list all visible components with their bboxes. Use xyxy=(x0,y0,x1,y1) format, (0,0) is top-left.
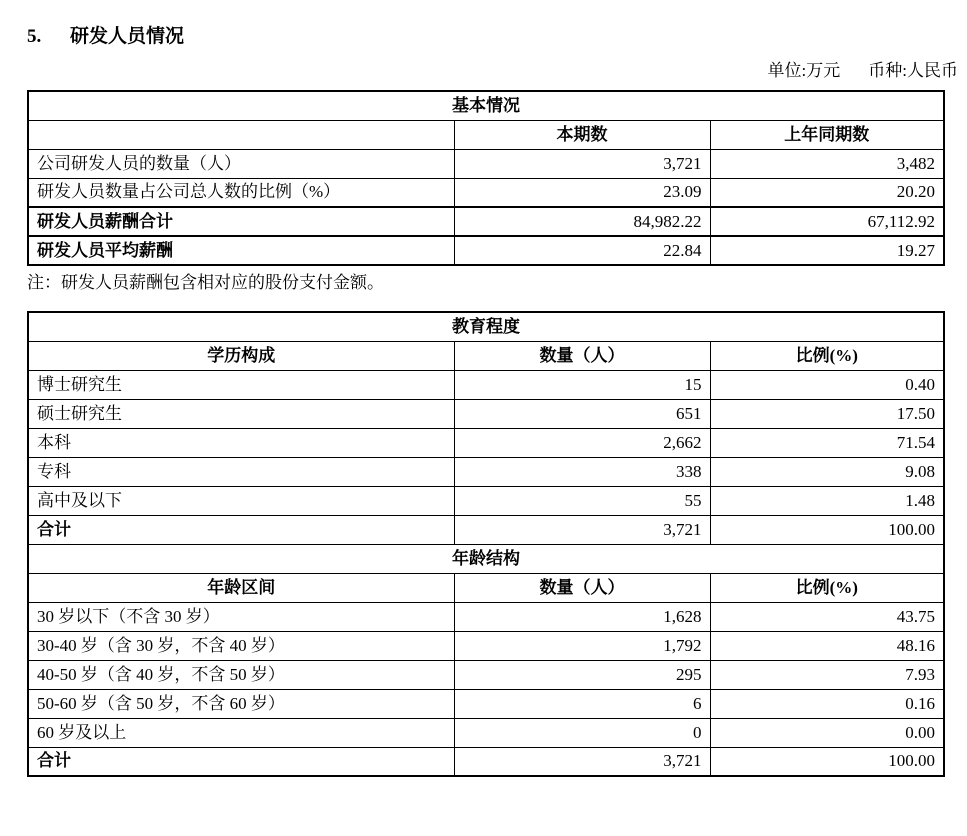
table-row xyxy=(28,660,944,689)
footnote: 注：研发人员薪酬包含相对应的股份支付金额。 xyxy=(27,273,384,292)
row-label: 研发人员平均薪酬 xyxy=(28,236,454,265)
value-cell: 20.20 xyxy=(710,178,944,207)
row-label: 50-60 岁（含 50 岁，不含 60 岁） xyxy=(28,689,454,718)
value-cell: 651 xyxy=(454,399,710,428)
column-header-count: 数量（人） xyxy=(454,341,710,370)
column-header-current: 本期数 xyxy=(454,120,710,149)
table-row xyxy=(28,486,944,515)
basic-table-caption: 基本情况 xyxy=(28,91,944,120)
value-cell: 7.93 xyxy=(710,660,944,689)
table-row xyxy=(28,207,944,236)
value-cell: 3,721 xyxy=(454,149,710,178)
value-cell: 22.84 xyxy=(454,236,710,265)
table-row-total xyxy=(28,515,944,544)
row-label: 60 岁及以上 xyxy=(28,718,454,747)
value-cell: 100.00 xyxy=(710,747,944,776)
value-cell: 67,112.92 xyxy=(710,207,944,236)
value-cell: 3,721 xyxy=(454,747,710,776)
value-cell: 338 xyxy=(454,457,710,486)
table-row-total xyxy=(28,747,944,776)
value-cell: 43.75 xyxy=(710,602,944,631)
table-row xyxy=(28,689,944,718)
value-cell: 84,982.22 xyxy=(454,207,710,236)
row-label: 研发人员数量占公司总人数的比例（%） xyxy=(28,178,454,207)
table-row xyxy=(28,718,944,747)
age-table-caption: 年龄结构 xyxy=(28,544,944,573)
column-header-category: 年龄区间 xyxy=(28,573,454,602)
table-row xyxy=(28,602,944,631)
section-number: 5. xyxy=(27,26,42,47)
column-header-count: 数量（人） xyxy=(454,573,710,602)
table-row xyxy=(28,457,944,486)
row-label: 专科 xyxy=(28,457,454,486)
column-header-ratio: 比例(%) xyxy=(710,573,944,602)
value-cell: 1,792 xyxy=(454,631,710,660)
table-row xyxy=(28,399,944,428)
column-header-prior: 上年同期数 xyxy=(710,120,944,149)
value-cell: 0.40 xyxy=(710,370,944,399)
empty-header-cell xyxy=(28,120,454,149)
value-cell: 48.16 xyxy=(710,631,944,660)
value-cell: 295 xyxy=(454,660,710,689)
value-cell: 19.27 xyxy=(710,236,944,265)
unit-currency-line xyxy=(0,60,967,81)
value-cell: 55 xyxy=(454,486,710,515)
row-label: 40-50 岁（含 40 岁，不含 50 岁） xyxy=(28,660,454,689)
value-cell: 0 xyxy=(454,718,710,747)
value-cell: 6 xyxy=(454,689,710,718)
table-caption-row xyxy=(28,312,944,341)
section-title-text: 研发人员情况 xyxy=(70,26,185,47)
basic-info-table xyxy=(27,90,945,266)
column-header-ratio: 比例(%) xyxy=(710,341,944,370)
unit-label: 单位:万元 xyxy=(767,61,841,80)
table-header-row xyxy=(28,341,944,370)
row-label: 本科 xyxy=(28,428,454,457)
column-header-category: 学历构成 xyxy=(28,341,454,370)
table-caption-row xyxy=(28,91,944,120)
row-label: 30 岁以下（不含 30 岁） xyxy=(28,602,454,631)
value-cell: 15 xyxy=(454,370,710,399)
value-cell: 1,628 xyxy=(454,602,710,631)
value-cell: 100.00 xyxy=(710,515,944,544)
table-row xyxy=(28,631,944,660)
currency-label: 币种:人民币 xyxy=(868,61,958,80)
table-row xyxy=(28,370,944,399)
row-label: 硕士研究生 xyxy=(28,399,454,428)
table-header-row xyxy=(28,573,944,602)
value-cell: 0.16 xyxy=(710,689,944,718)
table-row xyxy=(28,149,944,178)
row-label: 合计 xyxy=(28,747,454,776)
value-cell: 3,482 xyxy=(710,149,944,178)
page-title xyxy=(27,26,967,48)
table-row xyxy=(28,236,944,265)
row-label: 公司研发人员的数量（人） xyxy=(28,149,454,178)
value-cell: 0.00 xyxy=(710,718,944,747)
row-label: 博士研究生 xyxy=(28,370,454,399)
value-cell: 9.08 xyxy=(710,457,944,486)
table-header-row xyxy=(28,120,944,149)
value-cell: 71.54 xyxy=(710,428,944,457)
value-cell: 17.50 xyxy=(710,399,944,428)
value-cell: 1.48 xyxy=(710,486,944,515)
value-cell: 2,662 xyxy=(454,428,710,457)
education-age-table xyxy=(27,311,945,777)
row-label: 合计 xyxy=(28,515,454,544)
row-label: 研发人员薪酬合计 xyxy=(28,207,454,236)
education-table-caption: 教育程度 xyxy=(28,312,944,341)
row-label: 高中及以下 xyxy=(28,486,454,515)
table-row xyxy=(28,178,944,207)
table-row xyxy=(28,428,944,457)
table-caption-row xyxy=(28,544,944,573)
value-cell: 23.09 xyxy=(454,178,710,207)
value-cell: 3,721 xyxy=(454,515,710,544)
row-label: 30-40 岁（含 30 岁，不含 40 岁） xyxy=(28,631,454,660)
document-page xyxy=(0,26,967,836)
